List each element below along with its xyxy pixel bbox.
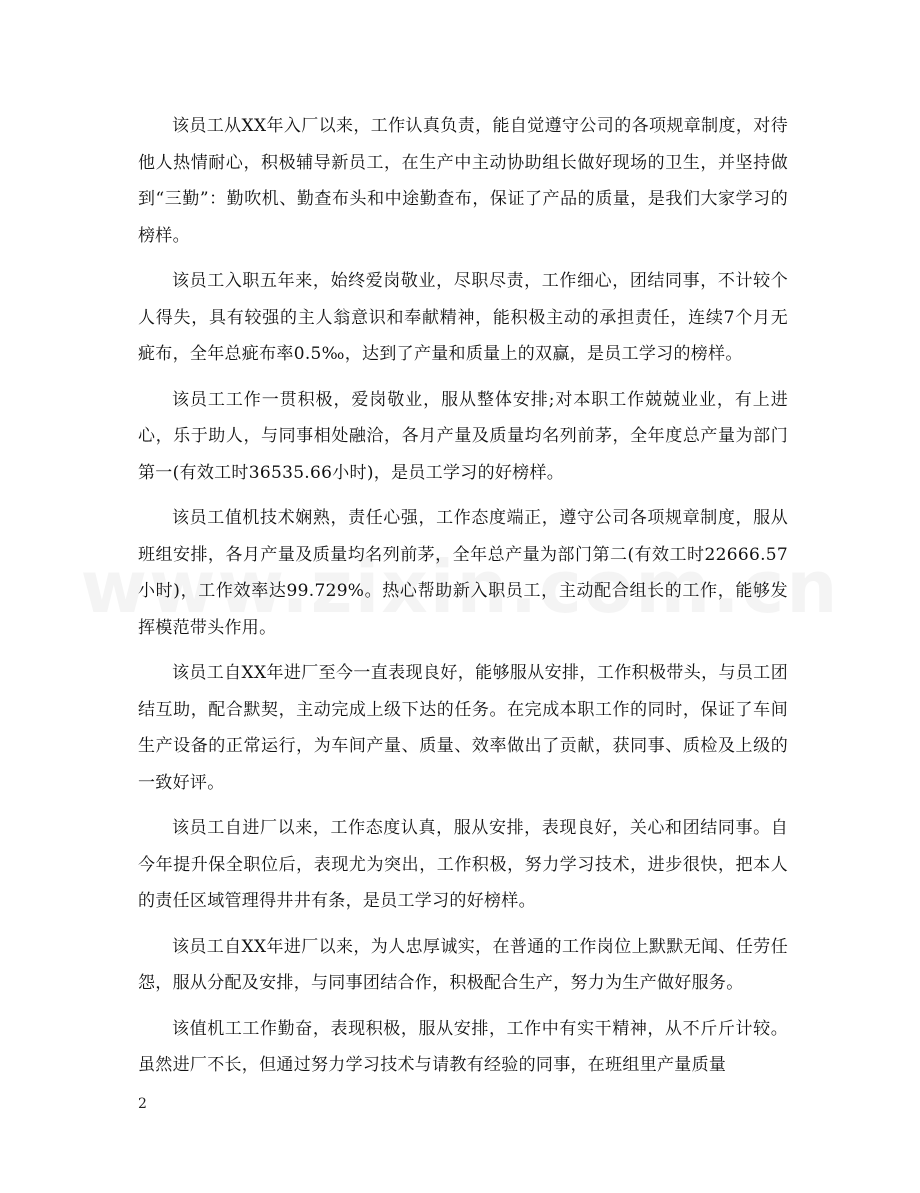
paragraph-2: 该员工入职五年来，始终爱岗敬业，尽职尽责，工作细心，团结同事，不计较个人得失，具有较强的主人翁意识和奉献精神，能积极主动的承担责任，连续7个月无疵布，全年总疵布率0.5‰，达到了产量和质量上的双赢，是员工学习的榜样。 [138, 271, 788, 364]
paragraph-5: 该员工自XX年进厂至今一直表现良好，能够服从安排，工作积极带头，与员工团结互助，配合默契，主动完成上级下达的任务。在完成本职工作的同时，保证了车间生产设备的正常运行，为车间产量、质量、效率做出了贡献，获同事、质检及上级的一致好评。 [138, 663, 788, 793]
paragraph-3: 该员工工作一贯积极，爱岗敬业，服从整体安排;对本职工作兢兢业业，有上进心，乐于助人，与同事相处融洽，各月产量及质量均名列前茅，全年度总产量为部门第一(有效工时36535.66小时)，是员工学习的好榜样。 [138, 389, 788, 483]
document-body [138, 108, 788, 1093]
paragraph-4: 该员工值机技术娴熟，责任心强，工作态度端正，遵守公司各项规章制度，服从班组安排，各月产量及质量均名列前茅，全年总产量为部门第二(有效工时22666.57小时)，工作效率达99.729%。热心帮助新入职员工，主动配合组长的工作，能够发挥模范带头作用。 [138, 508, 788, 638]
paragraph-7: 该员工自XX年进厂以来，为人忠厚诚实，在普通的工作岗位上默默无闻、任劳任怨，服从分配及安排，与同事团结合作，积极配合生产，努力为生产做好服务。 [138, 936, 788, 993]
paragraph-6: 该员工自进厂以来，工作态度认真，服从安排，表现良好，关心和团结同事。自今年提升保全职位后，表现尤为突出，工作积极，努力学习技术，进步很快，把本人的责任区域管理得井井有条，是员工学习的好榜样。 [138, 818, 788, 911]
page-number: 2 [138, 1096, 147, 1112]
paragraph-8: 该值机工工作勤奋，表现积极，服从安排，工作中有实干精神，从不斤斤计较。虽然进厂不长，但通过努力学习技术与请教有经验的同事，在班组里产量质量 [138, 1018, 788, 1075]
paragraph-1: 该员工从XX年入厂以来，工作认真负责，能自觉遵守公司的各项规章制度，对待他人热情耐心，积极辅导新员工，在生产中主动协助组长做好现场的卫生，并坚持做到“三勤”：勤吹机、勤查布头和中途勤查布，保证了产品的质量，是我们大家学习的榜样。 [138, 116, 788, 246]
